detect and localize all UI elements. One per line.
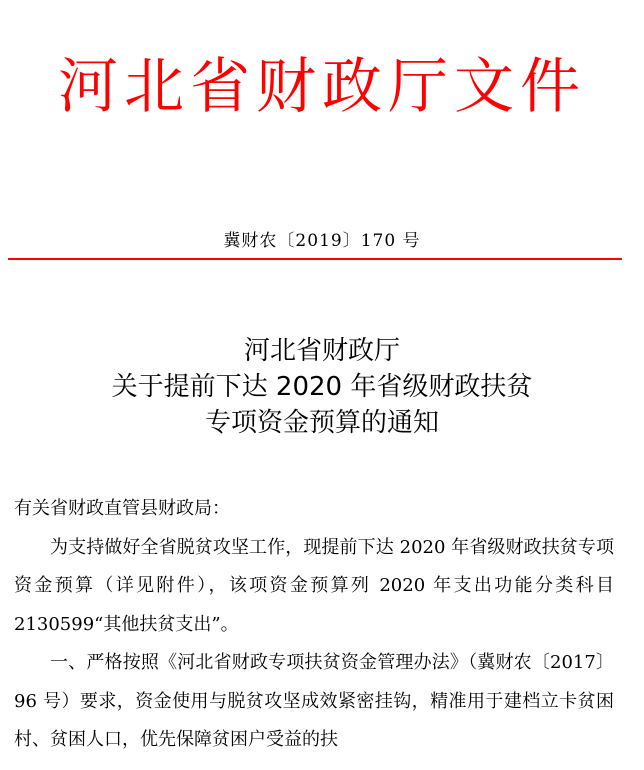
- document-masthead: 河北省财政厅文件: [58, 52, 586, 122]
- title-line-2: 关于提前下达 2020 年省级财政扶贫: [111, 372, 533, 402]
- document-number: 冀财农〔2019〕170 号: [223, 231, 421, 251]
- salutation: 有关省财政直管县财政局：: [14, 498, 230, 519]
- document-body: [14, 490, 614, 760]
- red-divider-line: [8, 258, 622, 260]
- title-line-1: 河北省财政厅: [243, 336, 400, 366]
- title-line-3: 专项资金预算的通知: [204, 408, 439, 438]
- paragraph-2: 一、严格按照《河北省财政专项扶贫资金管理办法》（冀财农〔2017〕96 号）要求，资金使用与脱贫攻坚成效紧密挂钩，精准用于建档立卡贫困村、贫困人口，优先保障贫困户受益的扶: [14, 652, 614, 750]
- document-title: [0, 333, 644, 441]
- paragraph-1: 为支持做好全省脱贫攻坚工作，现提前下达 2020 年省级财政扶贫专项资金预算（详见附件），该项资金预算列 2020 年支出功能分类科目 2130599“其他扶贫支出”。: [14, 536, 614, 635]
